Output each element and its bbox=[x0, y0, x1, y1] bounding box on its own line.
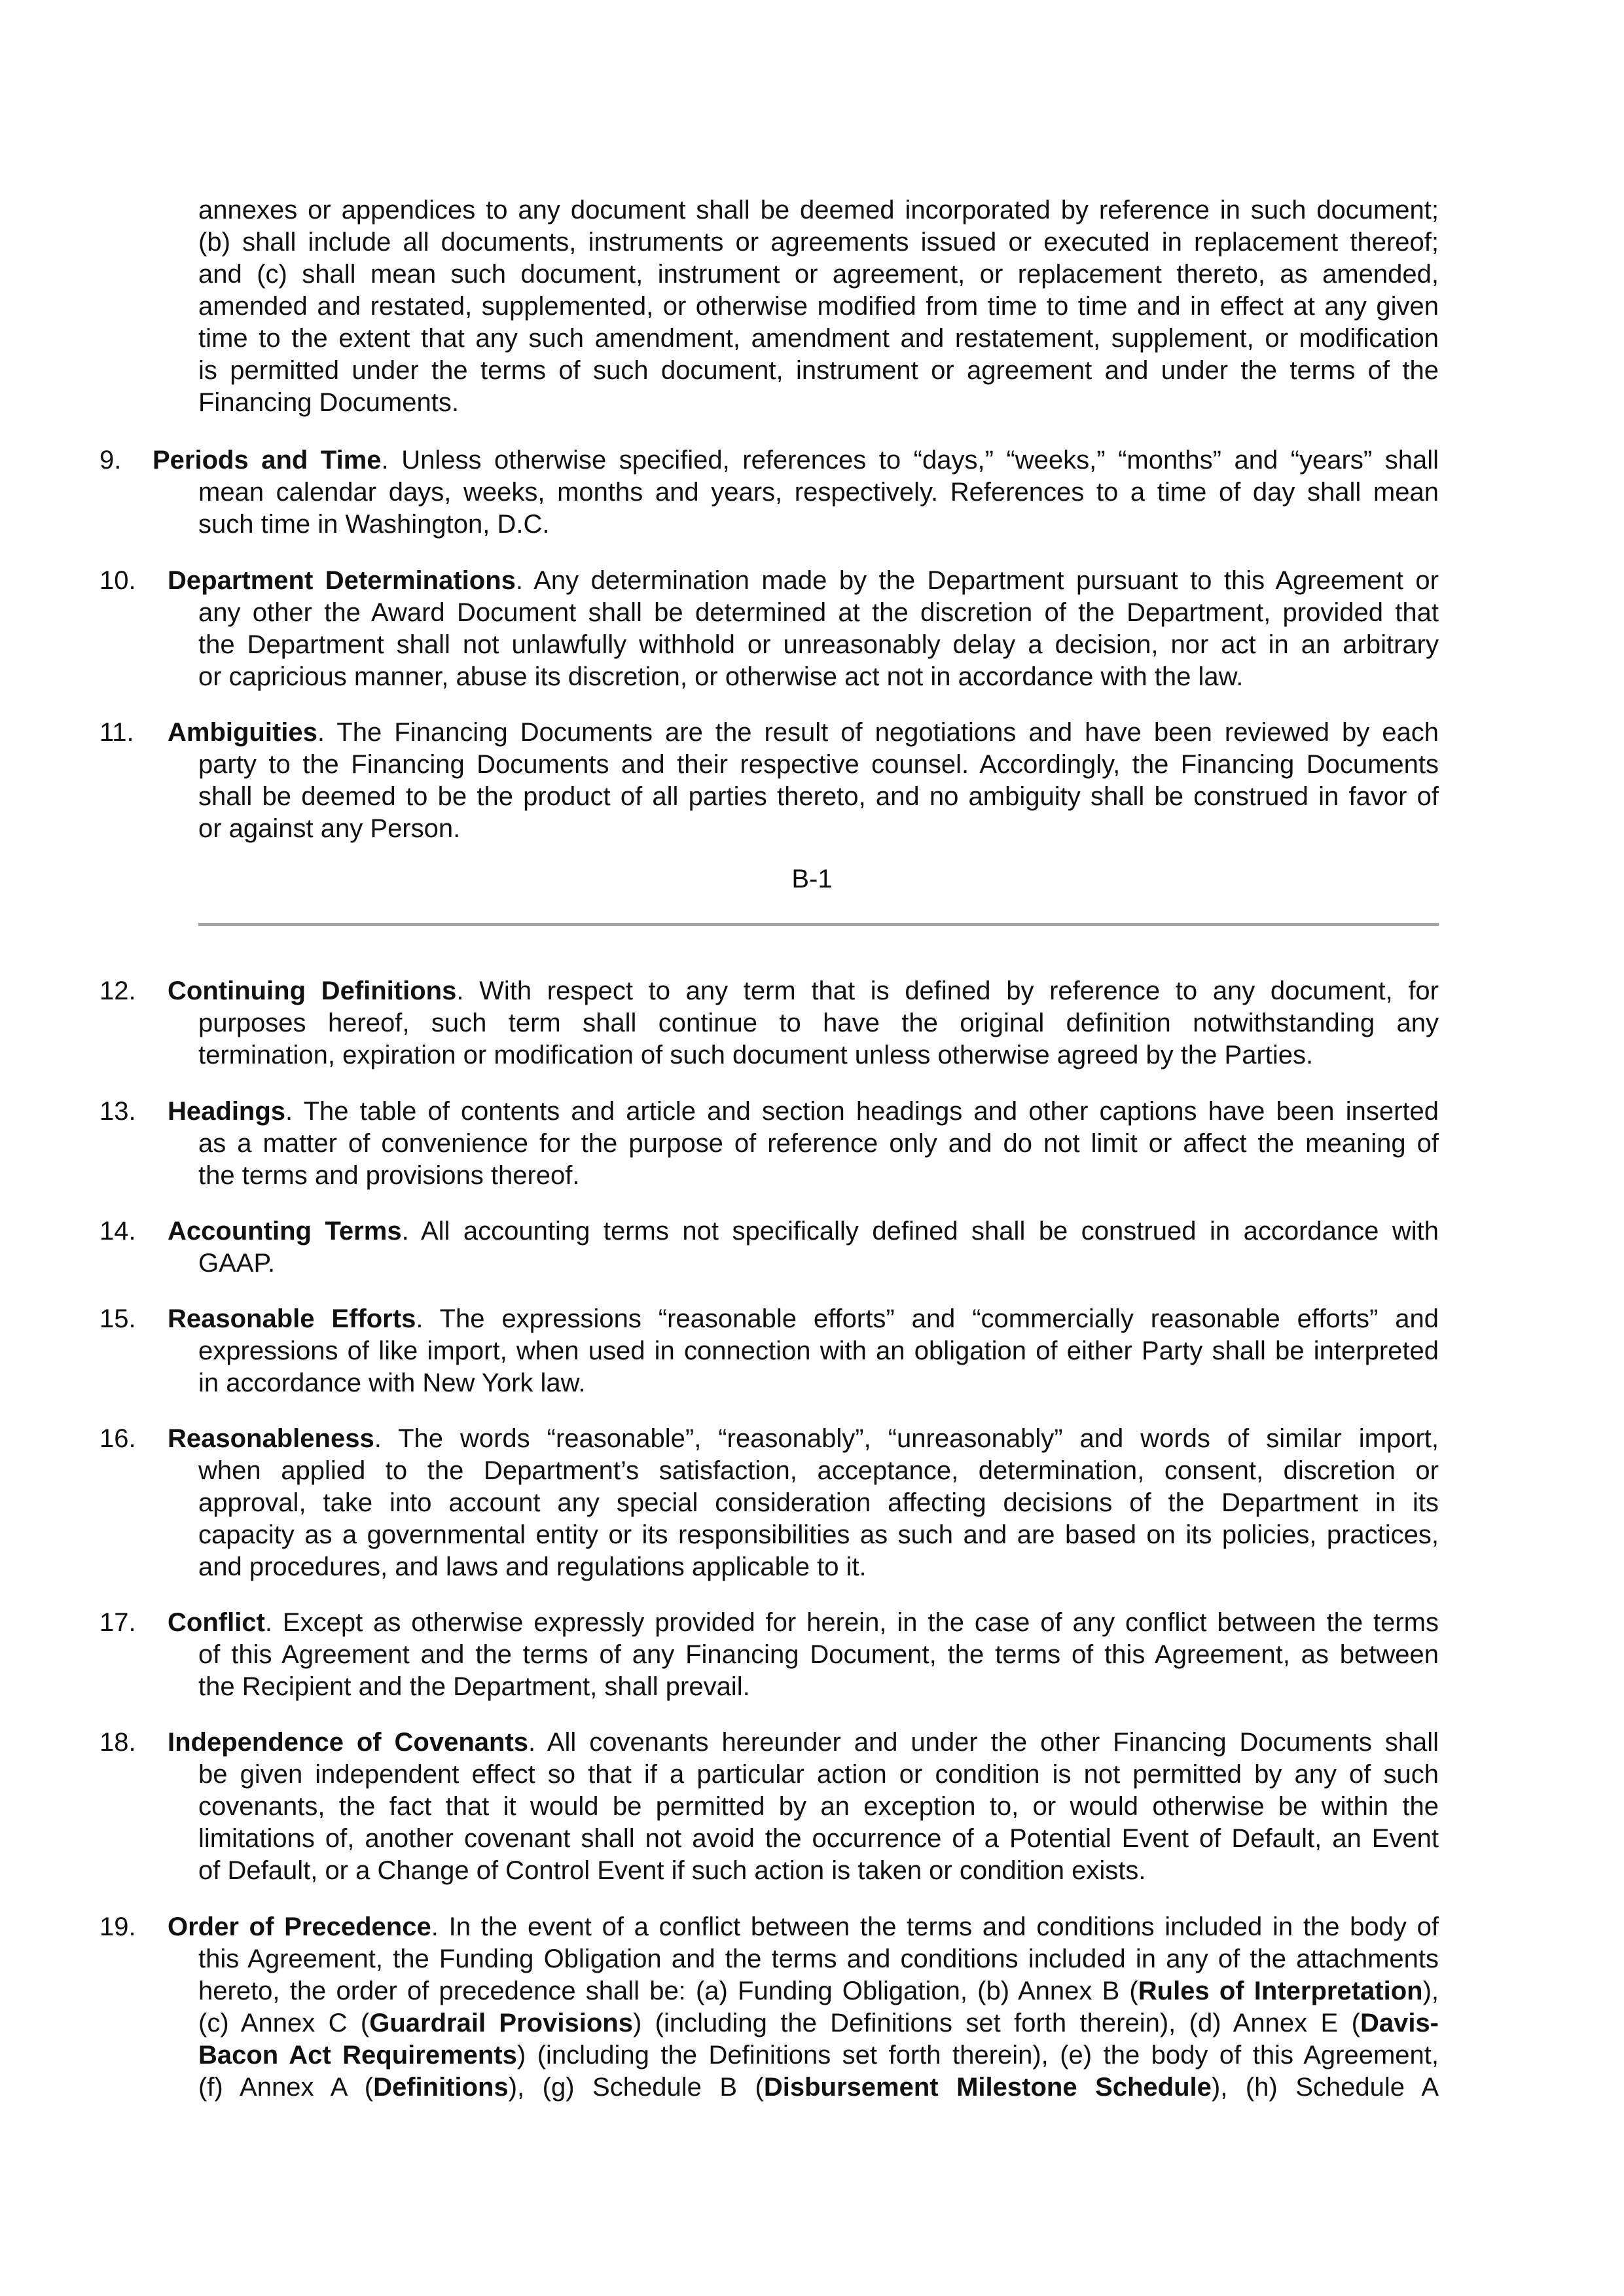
section-17-body bbox=[198, 1639, 1439, 1703]
paragraph-line: approval, take into account any special consideration affecting decisions of the Department in its bbox=[198, 1488, 1439, 1517]
section-number: 11. bbox=[99, 718, 134, 747]
section-17-first-line bbox=[168, 1607, 1439, 1639]
paragraph-line: such time in Washington, D.C. bbox=[198, 510, 550, 539]
paragraph-line: any other the Award Document shall be determined at the discretion of the Department, provided that bbox=[198, 598, 1439, 627]
section-11-body bbox=[198, 749, 1439, 845]
section-11-first-line bbox=[168, 717, 1439, 749]
section-heading: Order of Precedence bbox=[168, 1912, 431, 1941]
section-16-first-line bbox=[168, 1423, 1439, 1455]
paragraph-line bbox=[168, 1303, 1439, 1335]
paragraph-line: purposes hereof, such term shall continue to have the original definition notwithstanding any bbox=[198, 1009, 1439, 1037]
section-number: 16. bbox=[99, 1424, 136, 1453]
paragraph-line bbox=[168, 1607, 1439, 1639]
section-heading: Reasonableness bbox=[168, 1424, 374, 1453]
section-heading: Reasonable Efforts bbox=[168, 1304, 416, 1333]
paragraph-line bbox=[168, 717, 1439, 749]
text-run: hereto, the order of precedence shall be: (a) Funding Obligation, (b) Annex B ( bbox=[198, 1977, 1138, 2005]
section-heading: Ambiguities bbox=[168, 718, 317, 747]
paragraph-line: the Department shall not unlawfully withhold or unreasonably delay a decision, nor act in an arbitrary bbox=[198, 630, 1439, 659]
page-number: B-1 bbox=[791, 865, 833, 893]
paragraph-line: covenants, the fact that it would be permitted by an exception to, or would otherwise be within the bbox=[198, 1792, 1439, 1821]
paragraph-line: is permitted under the terms of such document, instrument or agreement and under the terms of the bbox=[198, 356, 1439, 385]
paragraph-line bbox=[198, 2072, 1439, 2104]
intro-paragraph bbox=[198, 194, 1439, 419]
section-18-body bbox=[198, 1759, 1439, 1887]
paragraph-line: of Default, or a Change of Control Event if such action is taken or condition exists. bbox=[198, 1856, 1146, 1885]
text-run: ) (including the Definitions set forth therein), (e) the body of this Agreement, bbox=[516, 2041, 1439, 2070]
paragraph-line: annexes or appendices to any document shall be deemed incorporated by reference in such document; bbox=[198, 196, 1439, 224]
paragraph-line bbox=[198, 2039, 1439, 2072]
section-number: 10. bbox=[99, 566, 136, 595]
text-run: (f) Annex A ( bbox=[198, 2073, 374, 2102]
paragraph-line: shall be deemed to be the product of all parties thereto, and no ambiguity shall be construed in favor of bbox=[198, 782, 1439, 811]
section-13-body bbox=[198, 1128, 1439, 1192]
paragraph-line: this Agreement, the Funding Obligation and the terms and conditions included in any of the attachments bbox=[198, 1945, 1439, 1973]
paragraph-line bbox=[168, 565, 1439, 597]
section-18-first-line bbox=[168, 1727, 1439, 1759]
section-number: 14. bbox=[99, 1217, 136, 1246]
section-13-first-line bbox=[168, 1096, 1439, 1128]
bold-term: Rules of Interpretation bbox=[1138, 1977, 1423, 2005]
paragraph-line bbox=[168, 1096, 1439, 1128]
section-10-body bbox=[198, 597, 1439, 693]
heading-rest: . Except as otherwise expressly provided for herein, in the case of any conflict between the terms bbox=[264, 1608, 1439, 1637]
section-9-first-line bbox=[153, 444, 1439, 476]
paragraph-line bbox=[168, 1727, 1439, 1759]
paragraph-line bbox=[168, 1423, 1439, 1455]
section-19-body bbox=[198, 1943, 1439, 2104]
paragraph-line: limitations of, another covenant shall not avoid the occurrence of a Potential Event of Default, an Event bbox=[198, 1824, 1439, 1853]
paragraph-line: and procedures, and laws and regulations applicable to it. bbox=[198, 1552, 867, 1581]
bold-term: Bacon Act Requirements bbox=[198, 2041, 517, 2070]
bold-term: Guardrail Provisions bbox=[369, 2009, 633, 2037]
section-number: 18. bbox=[99, 1728, 136, 1757]
section-number: 15. bbox=[99, 1304, 136, 1333]
paragraph-line: capacity as a governmental entity or its responsibilities as such and are based on its policies, practices, bbox=[198, 1520, 1439, 1549]
text-run: (c) Annex C ( bbox=[198, 2009, 370, 2037]
paragraph-line: as a matter of convenience for the purpose of reference only and do not limit or affect the meaning of bbox=[198, 1129, 1439, 1158]
section-heading: Independence of Covenants bbox=[168, 1728, 529, 1757]
paragraph-line bbox=[198, 2007, 1439, 2039]
paragraph-line bbox=[168, 1911, 1439, 1943]
paragraph-line bbox=[168, 1215, 1439, 1247]
heading-rest: . All covenants hereunder and under the other Financing Documents shall bbox=[528, 1728, 1439, 1757]
paragraph-line: (b) shall include all documents, instruments or agreements issued or executed in replacement thereof; bbox=[198, 228, 1439, 257]
section-heading: Department Determinations bbox=[168, 566, 516, 595]
section-14-first-line bbox=[168, 1215, 1439, 1247]
text-run: ), (h) Schedule A bbox=[1211, 2073, 1439, 2102]
section-heading: Conflict bbox=[168, 1608, 265, 1637]
paragraph-line: and (c) shall mean such document, instrument or agreement, or replacement thereto, as amended, bbox=[198, 260, 1439, 289]
section-10-first-line bbox=[168, 565, 1439, 597]
heading-rest: . The Financing Documents are the result of negotiations and have been reviewed by each bbox=[317, 718, 1439, 747]
section-16-body bbox=[198, 1455, 1439, 1583]
paragraph-line: termination, expiration or modification of such document unless otherwise agreed by the Parties. bbox=[198, 1041, 1314, 1069]
paragraph-line: the Recipient and the Department, shall prevail. bbox=[198, 1672, 750, 1701]
heading-rest: . Any determination made by the Department pursuant to this Agreement or bbox=[515, 566, 1439, 595]
heading-rest: . With respect to any term that is defined by reference to any document, for bbox=[456, 977, 1439, 1005]
paragraph-line: amended and restated, supplemented, or otherwise modified from time to time and in effect at any given bbox=[198, 292, 1439, 321]
paragraph-line: GAAP. bbox=[198, 1249, 276, 1278]
text-run: ), bbox=[1422, 1977, 1439, 2005]
paragraph-line: when applied to the Department’s satisfaction, acceptance, determination, consent, discretion or bbox=[198, 1456, 1439, 1485]
paragraph-line bbox=[198, 1975, 1439, 2007]
paragraph-line: the terms and provisions thereof. bbox=[198, 1161, 580, 1190]
heading-rest: . The expressions “reasonable efforts” and “commercially reasonable efforts” and bbox=[416, 1304, 1439, 1333]
section-heading: Continuing Definitions bbox=[168, 977, 457, 1005]
heading-rest: . All accounting terms not specifically defined shall be construed in accordance with bbox=[401, 1217, 1439, 1246]
section-15-body bbox=[198, 1335, 1439, 1399]
text-run: ) (including the Definitions set forth therein), (d) Annex E ( bbox=[632, 2009, 1360, 2037]
section-number: 13. bbox=[99, 1097, 136, 1126]
heading-rest: . The words “reasonable”, “reasonably”, “unreasonably” and words of similar import, bbox=[374, 1424, 1439, 1453]
section-heading: Headings bbox=[168, 1097, 286, 1126]
paragraph-line: Financing Documents. bbox=[198, 388, 459, 417]
bold-term: Definitions bbox=[373, 2073, 509, 2102]
paragraph-line: expressions of like import, when used in connection with an obligation of either Party shall be interpreted bbox=[198, 1336, 1439, 1365]
paragraph-line bbox=[168, 975, 1439, 1007]
section-number: 19. bbox=[99, 1912, 136, 1941]
section-9-body bbox=[198, 476, 1439, 541]
section-15-first-line bbox=[168, 1303, 1439, 1335]
paragraph-line: mean calendar days, weeks, months and years, respectively. References to a time of day shall mean bbox=[198, 478, 1439, 507]
section-number: 17. bbox=[99, 1608, 136, 1637]
page-divider bbox=[198, 923, 1439, 926]
section-number: 9. bbox=[99, 446, 122, 475]
paragraph-line: be given independent effect so that if a particular action or condition is not permitted by any of such bbox=[198, 1760, 1439, 1789]
section-number: 12. bbox=[99, 977, 136, 1005]
paragraph-line: time to the extent that any such amendment, amendment and restatement, supplement, or modification bbox=[198, 324, 1439, 353]
heading-rest: . In the event of a conflict between the terms and conditions included in the body of bbox=[431, 1912, 1439, 1941]
heading-rest: . The table of contents and article and section headings and other captions have been inserted bbox=[285, 1097, 1439, 1126]
paragraph-line: or against any Person. bbox=[198, 814, 461, 843]
section-heading: Accounting Terms bbox=[168, 1217, 402, 1246]
bold-term: Disbursement Milestone Schedule bbox=[763, 2073, 1212, 2102]
section-12-first-line bbox=[168, 975, 1439, 1007]
section-12-body bbox=[198, 1007, 1439, 1071]
section-14-body bbox=[198, 1247, 1439, 1280]
section-19-first-line bbox=[168, 1911, 1439, 1943]
bold-term: Davis- bbox=[1360, 2009, 1439, 2037]
section-heading: Periods and Time bbox=[153, 446, 382, 475]
paragraph-line: party to the Financing Documents and their respective counsel. Accordingly, the Financing Documents bbox=[198, 750, 1439, 779]
text-run: ), (g) Schedule B ( bbox=[508, 2073, 764, 2102]
paragraph-line: or capricious manner, abuse its discretion, or otherwise act not in accordance with the law. bbox=[198, 662, 1244, 691]
heading-rest: . Unless otherwise specified, references to “days,” “weeks,” “months” and “years” shall bbox=[381, 446, 1439, 475]
paragraph-line: of this Agreement and the terms of any Financing Document, the terms of this Agreement, as between bbox=[198, 1640, 1439, 1669]
paragraph-line bbox=[153, 444, 1439, 476]
paragraph-line: in accordance with New York law. bbox=[198, 1369, 586, 1397]
